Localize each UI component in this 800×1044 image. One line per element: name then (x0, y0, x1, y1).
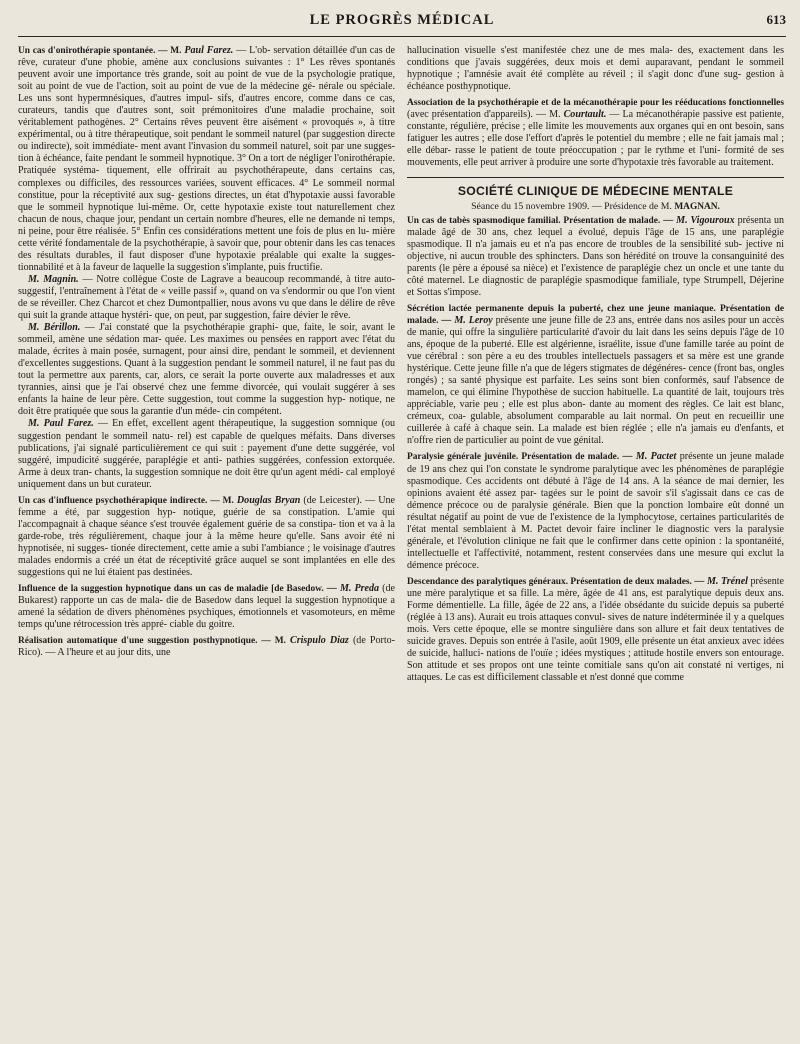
text-line: point de vue de l'action, soit au point de vue de la médecine gé- (48, 81, 319, 93)
text-line: Cette jeune fille n'a que de légers stigmates de dégénéres- (453, 363, 689, 375)
right-section-2 (407, 97, 784, 169)
section-title: Sécrétion lactée permanente depuis la puberté, chez une jeune maniaque. Présentation de malade. (407, 303, 784, 326)
text-line: 1909, elle présente un état anxieux avec idées de suicide, halluci- (407, 636, 784, 660)
text-line: devoir faire incliner le diagnostic vers la paralysie générale, et (407, 523, 784, 547)
text-line: Les seins sont bien conformés, sauf l'absence de mamelon, ce (407, 375, 784, 399)
text-line: tionée directement, cette amie a subi l'ambiance ; le voisinage (110, 542, 365, 554)
author-name: — M. Leroy (441, 314, 493, 326)
text-line: manie, qui offre la singulière particularité d'avoir du lait dans (419, 326, 674, 338)
text-line: l'évolution clinique ne fait que le confirmer dans cette opinion : (457, 535, 726, 547)
section-title: Un cas de tabès spasmodique familial. Présentation de malade. (407, 215, 661, 226)
running-head (18, 12, 786, 37)
text-line: A la séance de mai dernier, les opinions avaient été assez par- (407, 475, 785, 499)
text-line: Le cas est difficilement classable et n'est donné que comme (444, 672, 684, 684)
left-section-5 (18, 495, 395, 579)
text-line: 3° On a tort de négliger l'onirothérapie. Pratiquée systéma- (18, 153, 395, 177)
text-line: Bien que la ponction lombaire eût donné un résultat (407, 499, 784, 523)
text-line: la spontanéité, intellectuelle et l'affectivité, notamment, restent (407, 535, 785, 559)
text-line: servation détaillée d'un cas de rêve, curateur d'une phobie, (18, 45, 396, 69)
right-section-6 (407, 576, 784, 684)
berillon-remark (18, 322, 395, 418)
text-line: puis fructifie. (268, 261, 323, 273)
text-line: 2° Certains rêves peuvent être aisément « provoqués », à titre (129, 117, 395, 129)
text-line: sa mère est une grande hystérique. (407, 351, 784, 375)
text-line: qui élimine l'hypothèse de succion habituelle. La quantité de (462, 387, 715, 399)
text-line: n'offre rien de particulier au point de vue génital. (407, 435, 604, 447)
speaker-name: M. Magnin. (28, 273, 83, 285)
text-line: dante au moment des règles. Ce lait est blanc, crémeux, coa- (407, 399, 785, 423)
magnin-remark (18, 274, 395, 322)
text-line: suggérée, vol suggéré, impudicité suggérée, paraplégie et anti- (18, 442, 395, 466)
text-line: Strumpell, Déjerine et Sottas s'impose. (407, 274, 784, 298)
text-line: d'autres malades endormis a créé un état de réceptivité grâce (18, 542, 395, 566)
text-line: réveiller. Chez Charcot et chez Dumontpallier, nous avons vu (41, 297, 292, 309)
section-title: Influence de la suggestion hypnotique dans un cas de maladie [de Basedow. (18, 584, 324, 595)
text-line: que, on peut, par suggestion, faire dévier le rêve. (154, 310, 351, 322)
text-line: que, faite, le soir, avant le sommeil, amène une sédation mar- (18, 322, 396, 346)
section-title: Paralysie générale juvénile. Présentation de malade. (407, 452, 620, 463)
society-heading: SOCIÉTÉ CLINIQUE DE MÉDECINE MENTALE (407, 177, 784, 197)
text-line: j'ai signalé particulièrement ce qui suit : payement d'une dette (73, 442, 340, 454)
text-line: à chaque séance s'est trouvée également guérie de sa constipa- (81, 518, 339, 530)
president-name: MAGNAN. (674, 201, 720, 212)
text-line: d'autres sont, soit prémonitoires d'une maladie prochaine, soit (116, 105, 395, 117)
text-line: chants, la suggestion somnique ne doit être qu'un agent médi- (94, 466, 347, 478)
text-line: gestion à échéance posthypnotique. (407, 69, 784, 93)
section-title-tail: (avec présentation d'appareils). — M. (407, 109, 561, 121)
text-line: présenta un malade âgé de 30 ans, chez lequel a (407, 214, 784, 238)
text-line: ciable du goitre. (169, 619, 235, 631)
author-name: Courtault. (563, 109, 607, 121)
text-line: formité de ses mouvements, elle peut arriver à produire une (407, 145, 784, 169)
text-line: lait, toujours très appréciable, varie peu ; elle est plus abon- (407, 387, 785, 411)
text-line: des, exactement dans les conditions que j'avais suggérées, deux (407, 45, 784, 69)
left-section-1 (18, 45, 395, 274)
text-line: cal employé uniquement dans un but curateur. (18, 466, 395, 490)
text-line: nérale ou spéciale. Les uns sont hypermnésiques, d'autres impul- (18, 81, 395, 105)
left-column (18, 45, 395, 684)
text-line: en ont besoin, sans fatiguer les autres ; elle dose l'effort d'après (407, 121, 785, 145)
right-column (407, 45, 784, 684)
text-line: cin compétent. (222, 406, 282, 418)
text-line: pathies suggérées, confession extorquée. Arme à deux tran- (18, 454, 395, 478)
text-line: 1° Les rêves spontanés peuvent avoir une importance très (18, 57, 395, 81)
text-line: l'amnésie avait été complète au réveil ; il s'agit donc d'une sug- (464, 69, 746, 81)
page-number: 613 (766, 12, 786, 27)
text-line: (de Porto-Rico). — A l'heure et au jour dits, une (18, 635, 395, 659)
text-line: que dans le délire de rêve qui suit la grande attaque hystéri- (18, 297, 395, 322)
text-line: (de Leicester). — Une femme a été, par suggestion hyp- (18, 494, 395, 518)
text-line: une tante du côté maternel. (407, 262, 784, 286)
text-line: syndrome paralytique avec les phénomènes de paraplégie (550, 463, 784, 475)
text-line: rel) est capable de quelques méfaits. Dans diverses publications, (18, 430, 395, 454)
two-column-body (18, 45, 786, 684)
section-title: Réalisation automatique d'une suggestion posthypnotique. — M. (18, 636, 286, 647)
text-line: sans qu'on ait constaté ni vertiges, ni attaques. (407, 660, 784, 684)
text-line: véritablement pathogènes. (18, 117, 130, 129)
text-line: expérimental, ou à titre thérapeutique, soit pendant le sommeil (18, 129, 273, 141)
text-line: négatif au point de vue de l'existence de la lymphocytose, (439, 511, 681, 523)
text-line: hérédité on trouve la consanguinité des parents (le père a (407, 250, 784, 274)
section-title: Descendance des paralytiques généraux. Présentation de deux malades. (407, 576, 692, 587)
text-line: même heure qu'elle. Sans avoir été ni hypnotisée, ni sugges- (18, 530, 395, 554)
text-line: — J'ai constaté que la psychothérapie graphi- (84, 322, 283, 334)
text-line: sommeil hypnotique lui-même. Or, cette hypotaxie existe tout (48, 201, 317, 213)
author-name: Paul Farez. (184, 45, 234, 56)
text-line: la sédation de divers phénomènes psychiques, émotionnels et (47, 607, 302, 619)
text-line: de leur père. Cette suggestion, tout comme la suggestion hyp- (87, 394, 350, 406)
text-line: die de Basedow dans lequel la suggestion hypnotique a amené (18, 595, 395, 619)
text-line: tion et va à la garde-robe, très régulièrement, chaque jour à la (18, 518, 395, 542)
left-section-6 (18, 583, 395, 631)
text-line: cence (front bas, ongles rongés) ; sa santé physique est parfaite. (407, 363, 785, 387)
text-line: tion à échéance, faite pendant le sommeil hypnotique. (18, 153, 237, 165)
text-line: étaient pas destinées. (107, 567, 193, 579)
text-line: sorte d'hypotaxie très favorable au traitement. (590, 157, 774, 169)
text-line: sa puberté (réglée à 13 ans). Aurait eu trois attaques convul- (407, 600, 785, 624)
text-line: précoce ou de paralysie générale. (447, 499, 594, 511)
text-line: la permettre aux parents, car, alors, ce serait la porte ouverte (37, 370, 299, 382)
text-line: hallucination visuelle s'est manifestée chez une de mes mala- (407, 45, 678, 56)
continued-text (407, 45, 784, 93)
text-line: n'a jamais eu et n'a pas encore de troubles de la sensibilité sub- (475, 238, 746, 250)
text-line: ment avant l'invasion du sommeil naturel, soit par une sugges- (140, 141, 395, 153)
text-line: évolué, depuis l'âge de 15 ans, une paraplégie spasmodique. Il (407, 226, 784, 250)
author-name: — M. Trénel (694, 575, 748, 587)
text-line: notique, guérie de sa constipation. L'amie qui l'accompagnait (18, 506, 396, 530)
author-name: — M. Preda (326, 583, 380, 595)
text-line: jective ni objective, ni aucun trouble des sphincters. Dans son (407, 238, 784, 262)
text-line: sives de nature indéterminée il y a quelques mois. Vers cette (407, 612, 785, 636)
author-name: — M. Vigouroux (663, 214, 735, 226)
author-name: Douglas Bryan (236, 494, 301, 506)
text-line: cérébral : son père a eu des troubles intellectuels passagers et (425, 351, 688, 363)
text-line: le potentiel du membre ; elle ne fait jamais mal ; elle débar- (407, 133, 784, 157)
text-line: notique, ne doit être pratiquée que sous la garantie d'un méde- (18, 394, 395, 418)
farez-remark (18, 418, 395, 490)
text-line: sommeil, et deviennent d'excellentes suggestions. Quant à la (18, 346, 396, 370)
text-line: rasse le patient de toute préoccupation ; par le rythme et l'uni- (455, 145, 725, 157)
left-section-7 (18, 635, 395, 659)
text-line: tentatives de suicide graves. Depuis son entrée à l'asile, août (407, 624, 784, 648)
text-line: gulable, absolument comparable au lait normal. On peut en (470, 411, 729, 423)
section-title: Un cas d'onirothérapie spontanée. — M. (18, 46, 182, 56)
text-line: gestions directes, un état d'hypotaxie aussi favorable que le (18, 189, 395, 213)
text-line: entourage. Son attitude et ses propos ont une teinte comitiale (407, 648, 784, 672)
seance-date: Séance du 15 novembre 1909. — Présidence de M. (471, 200, 672, 212)
text-line: sifs, d'autres encore, comme dans ce cas, curateurs, tandis que (18, 93, 395, 117)
text-line: suggestion somnique (ou suggestion pendant le sommeil natu- (18, 418, 395, 442)
text-line: épousé sa nièce) et l'existence de paraplégie chez un oncle et (480, 262, 734, 274)
text-line: présente une mère paralytique et sa fille. La (407, 575, 784, 599)
text-line: suggestion pendant le sommeil naturel, il ne faut pas du tout (18, 358, 395, 382)
text-line: 5° Enfin ces considérations mettent une fois de plus en lu- (131, 225, 373, 237)
text-line: mois et demi auparavant, pendant le sommeil hypnotique ; (407, 57, 784, 81)
text-line: aux maladresses et aux tyrannies, ainsi que je l'ai observé chez (18, 370, 395, 394)
text-line: certaines particularités de l'état mental semblaient à M. Pactet (407, 511, 784, 535)
text-line: quée. Les maximes ou pensées en rapport avec l'état du malade, (18, 334, 395, 358)
speaker-name: M. Paul Farez. (28, 418, 98, 430)
text-line: La malade est bien réglée ; elle n'a jamais eu d'enfants, et (538, 423, 784, 435)
text-line: recommandé, à titre auto-suggestif, l'entraînement à l'état de (18, 273, 395, 297)
text-line: démentielle. (436, 600, 490, 612)
section-title: Association de la psychothérapie et de la mécanothérapie pour les rééducations fonctionnelles (407, 98, 784, 109)
text-line: « veille passif », quand on va s'endormir ou que l'on vient de se (18, 285, 395, 309)
text-line: époque, elle se montre singulière dans son allure et fait deux (476, 624, 733, 636)
right-section-4 (407, 303, 784, 448)
text-line: recueillir une cuillerée à café à chaque sein. (407, 411, 784, 435)
text-line: tiquement, elle offrirait au psychothérapeute, dans certains cas, (106, 165, 395, 177)
text-line: pour être réalisée. (55, 225, 132, 237)
text-line: complexes ou difficiles, des ressources variées, souvent efficaces. (18, 177, 300, 189)
text-line: une femme divorcée, qui voulait suggérer à ses enfants la haine (18, 382, 395, 406)
right-section-5 (407, 451, 784, 571)
text-line: — La mécanothérapie passive est patiente, constante, (407, 109, 784, 133)
text-line: tagées sur le point de savoir s'il s'agissait dans ce cas de démence (407, 487, 784, 511)
text-line: naturellement chez chacun de nous, chaque jour, pendant un (18, 201, 395, 225)
text-line: mère, âgée de 41 ans, est paralytique depuis deux ans. Forme (407, 587, 784, 612)
text-line: présente un jeune malade de 19 ans chez qui l'on constate le (407, 451, 785, 475)
text-line: Le diagnostic de paraplégie spasmodique familiale, type (468, 274, 704, 286)
seance-line (407, 201, 784, 213)
text-line: grande, soit au point de vue de la psychologie pratique, soit au (18, 69, 395, 93)
text-line: auquel se sont implantées en elle des suggestions qui ne lui (18, 554, 395, 579)
text-line: nations de l'ouïe ; idées mystiques ; attitude hostile envers son (486, 648, 742, 660)
text-line: régulière, précise ; elle limite les mouvements aux organes qui (450, 121, 708, 133)
text-line: tionnabilité et à la faveur de laquelle la suggestion s'implante, (18, 261, 269, 273)
text-line: faut disposer d'une hypotaxie préalable qui exalte la sugges- (129, 249, 395, 261)
author-name: Crispulo Diaz (290, 635, 349, 647)
text-line: jeune fille de 23 ans, entrée dans nos asiles pour un accès de (407, 314, 784, 338)
text-line: naturel (par suggestion directe ou indirecte), soit immédiate- (18, 129, 395, 153)
text-line: écrites à main posée, surnagent, pour ainsi dire, pendant le (52, 346, 300, 358)
author-name: — M. Pactet (622, 451, 677, 463)
journal-title: LE PROGRÈS MÉDICAL (309, 12, 495, 28)
text-line: — Notre collègue Coste de Lagrave a beaucoup (82, 273, 288, 285)
text-line: vasomoteurs, en même temps qu'une rétrocession très appré- (18, 607, 396, 631)
text-line: les seins depuis l'âge de 10 ans, époque de la puberté. Elle est (407, 326, 785, 351)
text-line: — L'ob- (236, 45, 274, 56)
text-line: La fille, âgée de 22 ans, a l'idée obsédante du suicide depuis (489, 600, 743, 612)
text-line: — En effet, excellent agent thérapeutique, la (97, 418, 292, 430)
text-line: mière cette vérité fondamentale de la psychothérapie, à savoir (18, 225, 395, 249)
text-line: amène aux conclusions suivantes : (142, 57, 296, 69)
text-line: certain nombre d'heures, elle ne demande ni temps, ni peine, (18, 213, 395, 237)
text-line: que, pour obtenir dans les cas tenaces des résultats durables, il (18, 237, 395, 261)
section-title: Un cas d'influence psychothérapique indirecte. — M. (18, 495, 234, 506)
text-line: conservées dans une mesure qui exclut la démence précoce. (407, 547, 784, 571)
right-section-3 (407, 215, 784, 299)
text-line: (de Bukarest) rapporte un cas de mala- (18, 583, 395, 607)
text-line: spasmodique. Ces accidents ont débuté à l'âge de 14 ans. (407, 475, 653, 487)
text-line: 4° Le sommeil normal constitue, pour la réceptivité aux sug- (18, 177, 395, 201)
text-line: présente une (495, 314, 550, 326)
speaker-name: M. Bérillon. (28, 322, 85, 334)
text-line: algérienne, israélite, issue d'une famille tarée au point de vue (407, 339, 784, 363)
